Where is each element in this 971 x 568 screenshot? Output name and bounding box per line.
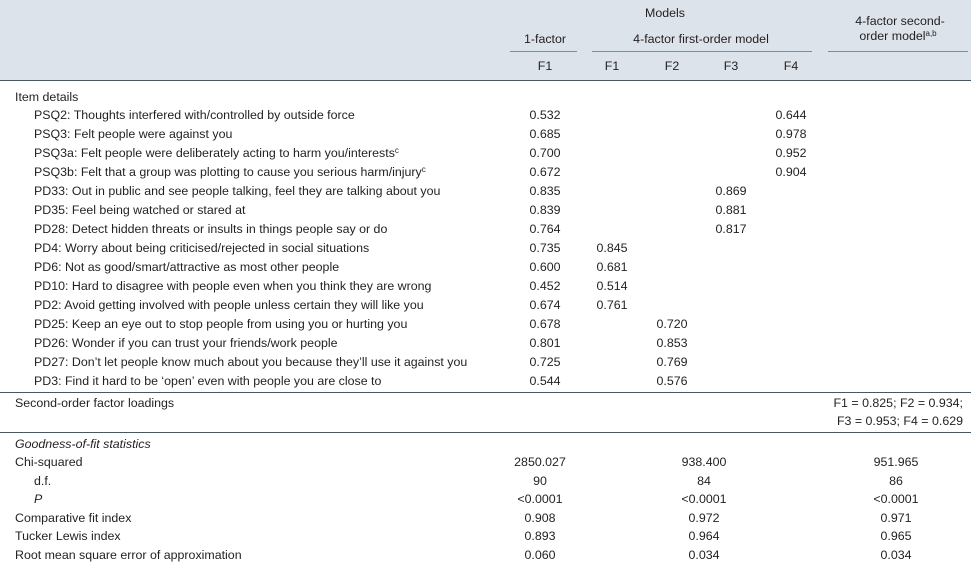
four-factor-second-heading-line2: order model$^{a,b}$ — [859, 29, 937, 43]
item-label: PD4: Worry about being criticised/rejected in social situations — [34, 241, 370, 255]
gof-value-four: <0.0001 — [681, 492, 727, 507]
loading-f3: 0.881 — [715, 203, 747, 217]
loading-one: 0.801 — [529, 336, 561, 350]
gof-value-second: <0.0001 — [873, 492, 919, 507]
gof-value-second: 86 — [889, 473, 903, 488]
table-row — [0, 277, 971, 296]
loading-f1: 0.845 — [596, 241, 628, 255]
table-row — [0, 527, 971, 546]
table-row — [0, 258, 971, 277]
gof-heading: Goodness-of-fit statistics — [15, 437, 151, 451]
table-row — [0, 453, 971, 472]
loading-f4: 0.978 — [775, 127, 807, 141]
gof-value-one: 0.060 — [524, 548, 556, 562]
gof-value-one: 90 — [533, 473, 547, 488]
gof-label: P — [34, 492, 43, 507]
table-row — [0, 334, 971, 353]
item-label: PSQ2: Thoughts interfered with/controlled by outside force — [34, 108, 355, 122]
loading-f3: 0.869 — [715, 184, 747, 198]
col-first-f3: F3 — [723, 59, 739, 73]
second-order-line1: F1 = 0.825; F2 = 0.934; — [833, 396, 963, 410]
col-first-f2: F2 — [664, 59, 680, 73]
item-label: PSQ3: Felt people were against you — [34, 127, 233, 141]
loading-one: 0.839 — [529, 203, 561, 217]
gof-value-one: <0.0001 — [517, 492, 563, 507]
item-label: PD25: Keep an eye out to stop people from using you or hurting you — [34, 317, 408, 331]
col-first-f4: F4 — [783, 59, 799, 73]
table-row — [0, 509, 971, 528]
loading-one: 0.600 — [529, 260, 561, 274]
gof-value-four: 0.034 — [688, 548, 720, 562]
four-factor-second-footnote: a,b — [925, 29, 937, 38]
gof-value-second: 0.965 — [880, 529, 912, 544]
loading-one: 0.735 — [529, 241, 561, 255]
gof-label: d.f. — [34, 473, 52, 488]
four-factor-second-underline — [828, 51, 968, 52]
table-row — [0, 372, 971, 391]
table-row — [0, 315, 971, 334]
table-row — [0, 125, 971, 144]
items-rule — [0, 392, 971, 393]
loading-f2: 0.576 — [656, 374, 688, 388]
table-header-background — [0, 0, 971, 80]
loading-f1: 0.761 — [596, 298, 628, 312]
loading-one: 0.532 — [529, 108, 561, 122]
gof-value-four: 0.972 — [688, 510, 720, 525]
loading-one: 0.672 — [529, 165, 561, 179]
gof-label: Chi-squared — [15, 455, 83, 469]
table-row — [0, 182, 971, 201]
loading-one: 0.685 — [529, 127, 561, 141]
table-row — [0, 220, 971, 239]
loading-one: 0.678 — [529, 317, 561, 331]
item-label: PSQ3a: Felt people were deliberately acting to harm you/interests$^c$ — [34, 146, 399, 160]
item-label: PD26: Wonder if you can trust your friends/work people — [34, 336, 338, 350]
four-factor-second-heading-line1: 4-factor second- — [855, 14, 945, 28]
loading-f1: 0.514 — [596, 279, 628, 293]
gof-value-second: 0.971 — [880, 510, 912, 525]
loading-one: 0.544 — [529, 374, 561, 388]
table-row — [0, 163, 971, 182]
gof-label: Comparative fit index — [15, 510, 132, 525]
table-row — [0, 546, 971, 565]
footnote-marker: c — [421, 165, 426, 174]
item-label: PD33: Out in public and see people talking, feel they are talking about you — [34, 184, 441, 198]
loading-f4: 0.952 — [775, 146, 807, 160]
item-label: PD2: Avoid getting involved with people unless certain they will like you — [34, 298, 424, 312]
table-row — [0, 296, 971, 315]
item-details-heading: Item details — [15, 90, 79, 104]
models-heading: Models — [645, 6, 685, 20]
loading-one: 0.452 — [529, 279, 561, 293]
item-label: PD6: Not as good/smart/attractive as most other people — [34, 260, 340, 274]
item-label: PD28: Detect hidden threats or insults in things people say or do — [34, 222, 388, 236]
second-order-label: Second-order factor loadings — [15, 396, 175, 410]
col-first-f1: F1 — [604, 59, 620, 73]
table-row — [0, 490, 971, 509]
four-factor-first-underline — [592, 51, 812, 52]
loading-one: 0.725 — [529, 355, 561, 369]
loading-f4: 0.644 — [775, 108, 807, 122]
loading-f2: 0.853 — [656, 336, 688, 350]
loading-f1: 0.681 — [596, 260, 628, 274]
loading-f2: 0.720 — [656, 317, 688, 331]
item-label: PD35: Feel being watched or stared at — [34, 203, 246, 217]
loading-one: 0.764 — [529, 222, 561, 236]
loading-f2: 0.769 — [656, 355, 688, 369]
table-row — [0, 201, 971, 220]
gof-label: Tucker Lewis index — [15, 529, 121, 544]
loading-f3: 0.817 — [715, 222, 747, 236]
item-label: PSQ3b: Felt that a group was plotting to cause you serious harm/injury$^c$ — [34, 165, 426, 179]
one-factor-heading: 1-factor — [523, 32, 567, 46]
table-row — [0, 239, 971, 258]
gof-value-four: 84 — [697, 473, 711, 488]
gof-value-second: 0.034 — [880, 548, 912, 562]
header-rule — [0, 80, 971, 81]
loading-one: 0.674 — [529, 298, 561, 312]
col-one-factor-f1: F1 — [537, 59, 553, 73]
item-label: PD27: Don’t let people know much about you because they’ll use it against you — [34, 355, 468, 369]
table-row — [0, 144, 971, 163]
table-row — [0, 353, 971, 372]
gof-value-one: 2850.027 — [514, 455, 566, 469]
table-row — [0, 106, 971, 125]
gof-value-second: 951.965 — [873, 455, 919, 469]
loading-f4: 0.904 — [775, 165, 807, 179]
gof-value-four: 938.400 — [681, 455, 727, 469]
gof-value-one: 0.893 — [524, 529, 556, 544]
four-factor-first-heading: 4-factor first-order model — [633, 32, 769, 46]
loading-one: 0.835 — [529, 184, 561, 198]
gof-value-one: 0.908 — [524, 510, 556, 525]
gof-value-four: 0.964 — [688, 529, 720, 544]
loading-one: 0.700 — [529, 146, 561, 160]
footnote-marker: c — [394, 146, 399, 155]
second-order-rule — [0, 432, 971, 433]
item-label: PD3: Find it hard to be ‘open’ even with people you are close to — [34, 374, 382, 388]
one-factor-underline — [510, 51, 577, 52]
item-label: PD10: Hard to disagree with people even when you think they are wrong — [34, 279, 432, 293]
table-row — [0, 472, 971, 491]
gof-label: Root mean square error of approximation — [15, 548, 242, 562]
second-order-line2: F3 = 0.953; F4 = 0.629 — [836, 414, 963, 428]
